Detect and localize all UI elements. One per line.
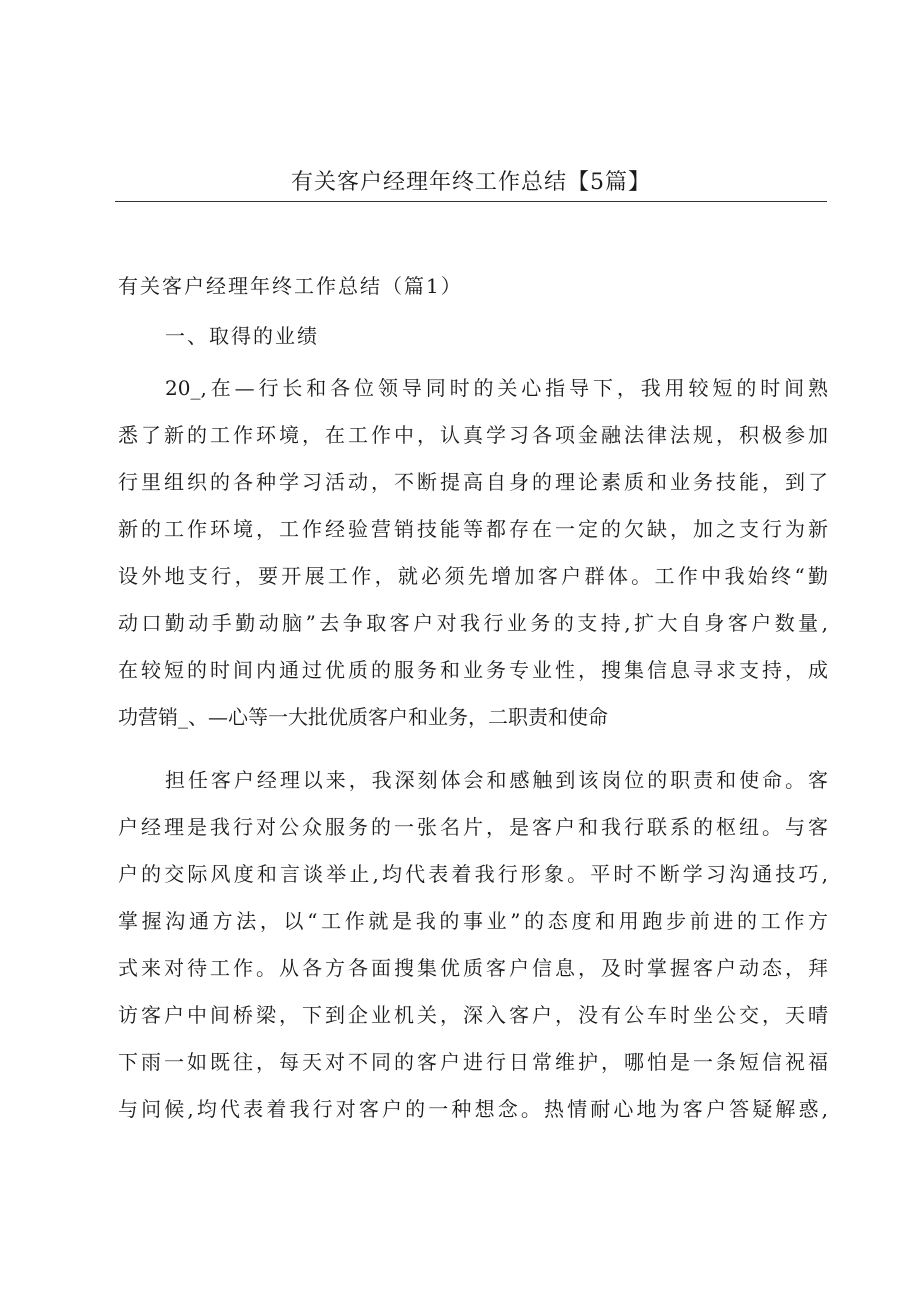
paragraph-line: 功营销_、—心等一大批优质客户和业务，二职责和使命 (118, 705, 608, 729)
paragraph-line: 掌握沟通方法，以“工作就是我的事业”的态度和用跑步前进的工作方 (118, 909, 828, 933)
paragraph-line: 动口勤动手勤动脑”去争取客户对我行业务的支持,扩大自身客户数量, (118, 611, 828, 635)
sub-heading: 一、取得的业绩 (165, 324, 319, 348)
paragraph-line: 户的交际风度和言谈举止,均代表着我行形象。平时不断学习沟通技巧, (118, 862, 828, 886)
paragraph-line: 20_,在—行长和各位领导同时的关心指导下，我用较短的时间熟 (165, 376, 828, 400)
paragraph-line: 访客户中间桥梁，下到企业机关，深入客户，没有公车时坐公交，天晴 (118, 1003, 828, 1027)
paragraph-line: 悉了新的工作环境，在工作中，认真学习各项金融法律法规，积极参加 (118, 423, 828, 447)
paragraph-line: 式来对待工作。从各方各面搜集优质客户信息，及时掌握客户动态，拜 (118, 956, 828, 980)
paragraph-line: 设外地支行，要开展工作，就必须先增加客户群体。工作中我始终“勤 (118, 564, 828, 588)
title-underline (115, 201, 827, 202)
paragraph-line: 下雨一如既往，每天对不同的客户进行日常维护，哪怕是一条短信祝福 (118, 1050, 828, 1074)
paragraph-duties (118, 757, 828, 1133)
paragraph-line: 担任客户经理以来，我深刻体会和感触到该岗位的职责和使命。客 (165, 768, 828, 792)
paragraph-line: 与问候,均代表着我行对客户的一种想念。热情耐心地为客户答疑解惑, (118, 1097, 828, 1121)
section-heading: 有关客户经理年终工作总结（篇1） (118, 274, 463, 298)
paragraph-achievements (118, 365, 828, 741)
paragraph-line: 新的工作环境，工作经验营销技能等都存在一定的欠缺，加之支行为新 (118, 517, 828, 541)
paragraph-line: 在较短的时间内通过优质的服务和业务专业性，搜集信息寻求支持，成 (118, 658, 828, 682)
paragraph-line: 户经理是我行对公众服务的一张名片，是客户和我行联系的枢纽。与客 (118, 815, 828, 839)
document-title: 有关客户经理年终工作总结【5篇】 (291, 170, 651, 195)
paragraph-line: 行里组织的各种学习活动，不断提高自身的理论素质和业务技能，到了 (118, 470, 828, 494)
